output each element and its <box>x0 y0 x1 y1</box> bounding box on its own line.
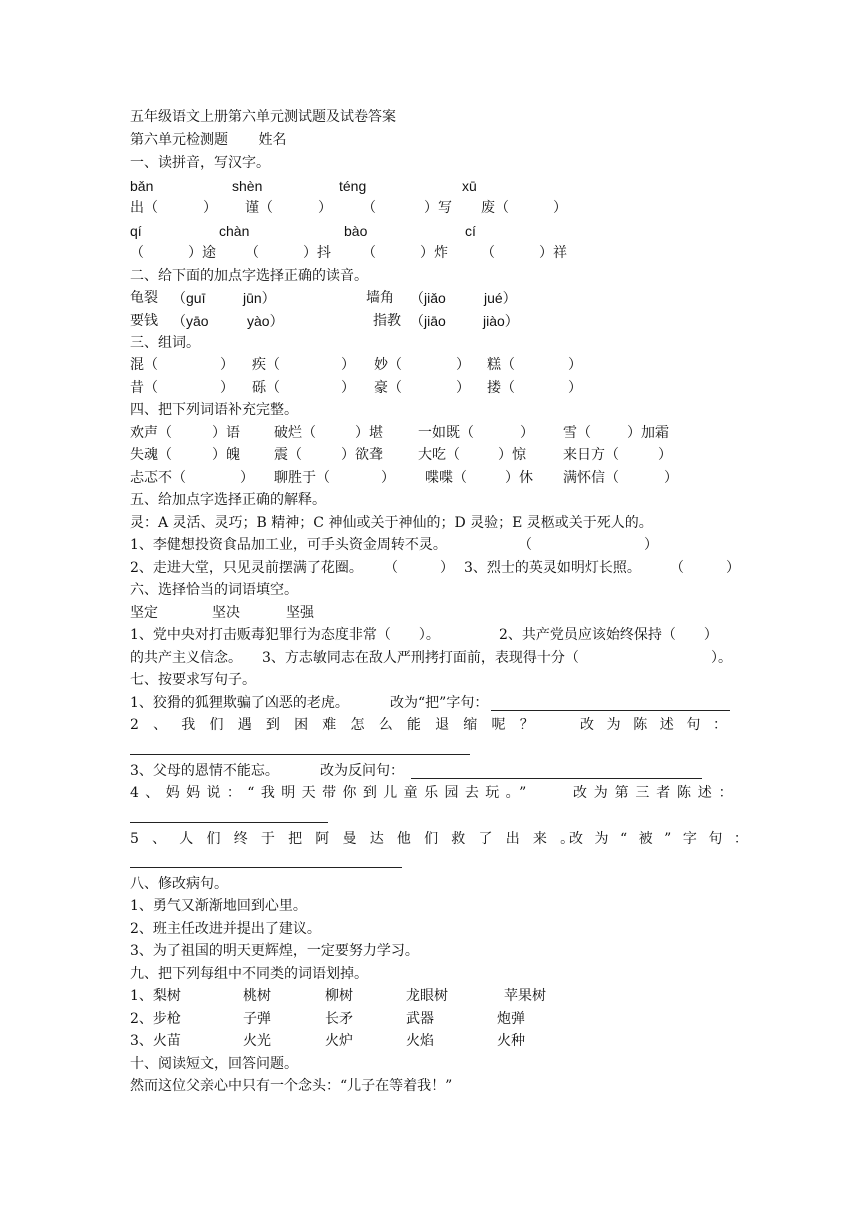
s1-words-row-2 <box>0 244 860 262</box>
section-8-title: 八、修改病句。 <box>130 876 228 892</box>
s2-row-2 <box>0 312 860 330</box>
idiom-start: 大吃（ <box>418 447 460 463</box>
pinyin-option: yào） <box>247 313 284 329</box>
question-text: 2、我们遇到困难怎么能退缩呢？ <box>130 717 548 733</box>
answer-line[interactable] <box>411 778 702 779</box>
s10-passage-line: 然而这位父亲心中只有一个念头：“儿子在等着我！” <box>130 1078 453 1094</box>
name-label: 姓名 <box>258 132 287 148</box>
question-text: 3、烈士的英灵如明灯长照。 <box>464 560 641 576</box>
s6-questions-2-3 <box>0 649 860 667</box>
idiom-start: 破烂（ <box>274 425 316 441</box>
question-text: 3、方志敏同志在敌人严刑拷打面前，表现得十分（ <box>262 650 579 666</box>
word: 龟裂 <box>130 290 158 306</box>
word-item[interactable]: 长矛 <box>325 1011 353 1027</box>
pinyin: xū <box>462 178 477 194</box>
section-1-title: 一、读拼音，写汉字。 <box>130 155 270 171</box>
idiom-end: ）惊 <box>498 447 526 463</box>
idiom-start: 欢声（ <box>130 425 172 441</box>
s7-question-2 <box>0 716 860 734</box>
s5-question-2-3 <box>0 559 860 577</box>
document-title: 五年级语文上册第六单元测试题及试卷答案 <box>130 109 396 125</box>
pinyin-option: jiào） <box>483 313 519 329</box>
word-start: 疾（ <box>252 357 280 373</box>
exam-header <box>130 131 286 149</box>
section-9-title: 九、把下列每组中不同类的词语划掉。 <box>130 966 368 982</box>
word-item[interactable]: 火种 <box>497 1033 525 1049</box>
s8-question-2: 2、班主任改进并提出了建议。 <box>130 921 321 937</box>
pinyin-option: （ɡuī <box>172 290 206 306</box>
s2-row-1 <box>0 289 860 307</box>
s7-question-1 <box>0 694 860 712</box>
word-end: ） <box>341 380 355 396</box>
s6-word-bank <box>0 604 860 622</box>
idiom-start: 雪（ <box>563 425 591 441</box>
s1-pinyin-row-2 <box>0 222 860 240</box>
exam-title: 第六单元检测题 <box>130 132 228 148</box>
word-start: 糕（ <box>487 357 515 373</box>
pinyin: qí <box>130 223 142 239</box>
word-end: ） <box>220 380 234 396</box>
word-start: （ <box>130 245 144 261</box>
word-item[interactable]: 2、步枪 <box>130 1011 181 1027</box>
word-option: 坚定 <box>130 605 158 621</box>
pinyin: ténɡ <box>339 178 367 194</box>
pinyin-option: （jiǎo <box>410 290 446 306</box>
question-text: 1、李健想投资食品加工业，可手头资金周转不灵。 <box>130 537 447 553</box>
pinyin: shèn <box>232 178 263 194</box>
idiom-start: 忐忑不（ <box>130 470 186 486</box>
word-start: 妙（ <box>374 357 402 373</box>
word-end: ） <box>456 380 470 396</box>
section-2-title: 二、给下面的加点字选择正确的读音。 <box>130 268 368 284</box>
s1-pinyin-row-1 <box>0 177 860 195</box>
idiom-end: ）休 <box>505 470 533 486</box>
word-item[interactable]: 子弹 <box>243 1011 271 1027</box>
word-end: ） <box>220 357 234 373</box>
question-text: 的共产主义信念。 <box>130 650 242 666</box>
idiom-end: ）魄 <box>212 447 240 463</box>
question-text: 3、父母的恩情不能忘。 <box>130 763 279 779</box>
question-text: 1、狡猾的狐狸欺骗了凶恶的老虎。 <box>130 695 349 711</box>
question-text: 2、走进大堂，只见灵前摆满了花圈。 <box>130 560 363 576</box>
word-start: 昔（ <box>130 380 158 396</box>
s8-question-1: 1、勇气又渐渐地回到心里。 <box>130 898 307 914</box>
word-item[interactable]: 苹果树 <box>504 988 546 1004</box>
requirement: 改为反问句： <box>320 763 404 779</box>
word-end: ）祥 <box>539 245 567 261</box>
pinyin-option: jué） <box>484 290 517 306</box>
idiom-end: ） <box>658 447 672 463</box>
word-end: ） <box>568 357 582 373</box>
requirement: 改为第三者陈述： <box>573 785 740 801</box>
s8-question-3: 3、为了祖国的明天更辉煌，一定要努力学习。 <box>130 943 419 959</box>
word-start: （ <box>362 200 376 216</box>
question-text: ）。 <box>711 650 732 666</box>
word-end: ） <box>203 200 217 216</box>
word: 指教 <box>373 313 401 329</box>
section-5-title: 五、给加点字选择正确的解释。 <box>130 492 326 508</box>
question-text: 1、党中央对打击贩毒犯罪行为态度非常（ ）。 <box>130 627 440 643</box>
question-text: 2、共产党员应该始终保持（ ） <box>499 627 718 643</box>
section-7-title: 七、按要求写句子。 <box>130 672 256 688</box>
answer-line[interactable] <box>130 867 402 868</box>
word-start: 废（ <box>481 200 509 216</box>
idiom-start: 喋喋（ <box>425 470 467 486</box>
word-end: ）写 <box>424 200 452 216</box>
word-start: 豪（ <box>374 380 402 396</box>
s9-row-3 <box>0 1032 860 1050</box>
idiom-end: ）欲聋 <box>341 447 383 463</box>
word-end: ） <box>318 200 332 216</box>
word-start: 混（ <box>130 357 158 373</box>
word-option: 坚决 <box>212 605 240 621</box>
s4-row-2 <box>0 446 860 464</box>
answer-blank[interactable]: （ ） <box>518 537 658 553</box>
word-end: ）炸 <box>420 245 448 261</box>
word-start: （ <box>245 245 259 261</box>
word-start: 砾（ <box>252 380 280 396</box>
requirement: 改为“被”字句： <box>569 831 760 847</box>
word-end: ） <box>553 200 567 216</box>
s6-questions-1-2 <box>0 626 860 644</box>
word-start: （ <box>481 245 495 261</box>
word-option: 坚强 <box>286 605 314 621</box>
word-item[interactable]: 武器 <box>406 1011 434 1027</box>
pinyin: bǎn <box>130 178 154 194</box>
section-6-title: 六、选择恰当的词语填空。 <box>130 582 298 598</box>
idiom-end: ）语 <box>212 425 240 441</box>
word: 要钱 <box>130 313 158 329</box>
word-item[interactable]: 3、火苗 <box>130 1033 181 1049</box>
word-end: ） <box>568 380 582 396</box>
pinyin: cí <box>465 223 476 239</box>
s3-row-2 <box>0 379 860 397</box>
word-end: ）抖 <box>303 245 331 261</box>
s9-row-2 <box>0 1010 860 1028</box>
word-start: 出（ <box>130 200 158 216</box>
s9-row-1 <box>0 987 860 1005</box>
word-item[interactable]: 桃树 <box>243 988 271 1004</box>
answer-line[interactable] <box>130 754 470 755</box>
idiom-end: ） <box>240 470 254 486</box>
idiom-start: 聊胜于（ <box>274 470 330 486</box>
pinyin-option: jūn） <box>243 290 276 306</box>
word: 墙角 <box>366 290 394 306</box>
word-start: 谨（ <box>245 200 273 216</box>
pinyin-option: （yāo <box>172 313 209 329</box>
idiom-start: 震（ <box>274 447 302 463</box>
question-text: 5、人们终于把阿曼达他们救了出来。 <box>130 831 588 847</box>
pinyin-option: （jiāo <box>410 313 446 329</box>
word-item[interactable]: 龙眼树 <box>406 988 448 1004</box>
idiom-end: ）加霜 <box>627 425 669 441</box>
section-3-title: 三、组词。 <box>130 335 200 351</box>
s3-row-1 <box>0 356 860 374</box>
answer-blank[interactable]: （ ） <box>670 560 740 576</box>
s7-question-5 <box>0 830 860 848</box>
idiom-end: ） <box>520 425 534 441</box>
idiom-start: 一如既（ <box>418 425 474 441</box>
pinyin: bào <box>344 223 368 239</box>
section-4-title: 四、把下列词语补充完整。 <box>130 402 298 418</box>
idiom-end: ）堪 <box>355 425 383 441</box>
answer-blank[interactable]: （ ） <box>384 560 454 576</box>
s5-question-1 <box>0 536 860 554</box>
idiom-end: ） <box>381 470 395 486</box>
word-end: ）途 <box>188 245 216 261</box>
idiom-end: ） <box>664 470 678 486</box>
word-item[interactable]: 火炉 <box>325 1033 353 1049</box>
s7-question-4 <box>0 784 860 802</box>
idiom-start: 来日方（ <box>563 447 619 463</box>
word-end: ） <box>341 357 355 373</box>
word-start: （ <box>362 245 376 261</box>
word-start: 搂（ <box>487 380 515 396</box>
requirement: 改为“把”字句： <box>390 695 489 711</box>
answer-line[interactable] <box>130 822 328 823</box>
word-item[interactable]: 柳树 <box>325 988 353 1004</box>
word-item[interactable]: 火焰 <box>406 1033 434 1049</box>
s4-row-1 <box>0 424 860 442</box>
s4-row-3 <box>0 469 860 487</box>
idiom-start: 满怀信（ <box>563 470 619 486</box>
word-item[interactable]: 炮弹 <box>497 1011 525 1027</box>
s1-words-row-1 <box>0 199 860 217</box>
word-item[interactable]: 火光 <box>243 1033 271 1049</box>
s5-options: 灵：A 灵活、灵巧；B 精神；C 神仙或关于神仙的；D 灵验；E 灵柩或关于死人的。 <box>130 515 653 531</box>
pinyin: chàn <box>219 223 250 239</box>
answer-line[interactable] <box>491 710 730 711</box>
word-end: ） <box>456 357 470 373</box>
section-10-title: 十、阅读短文，回答问题。 <box>130 1056 298 1072</box>
word-item[interactable]: 1、梨树 <box>130 988 181 1004</box>
question-text: 4、妈妈说：“我明天带你到儿童乐园去玩。” <box>130 785 533 801</box>
idiom-start: 失魂（ <box>130 447 172 463</box>
requirement: 改为陈述句： <box>580 717 740 733</box>
